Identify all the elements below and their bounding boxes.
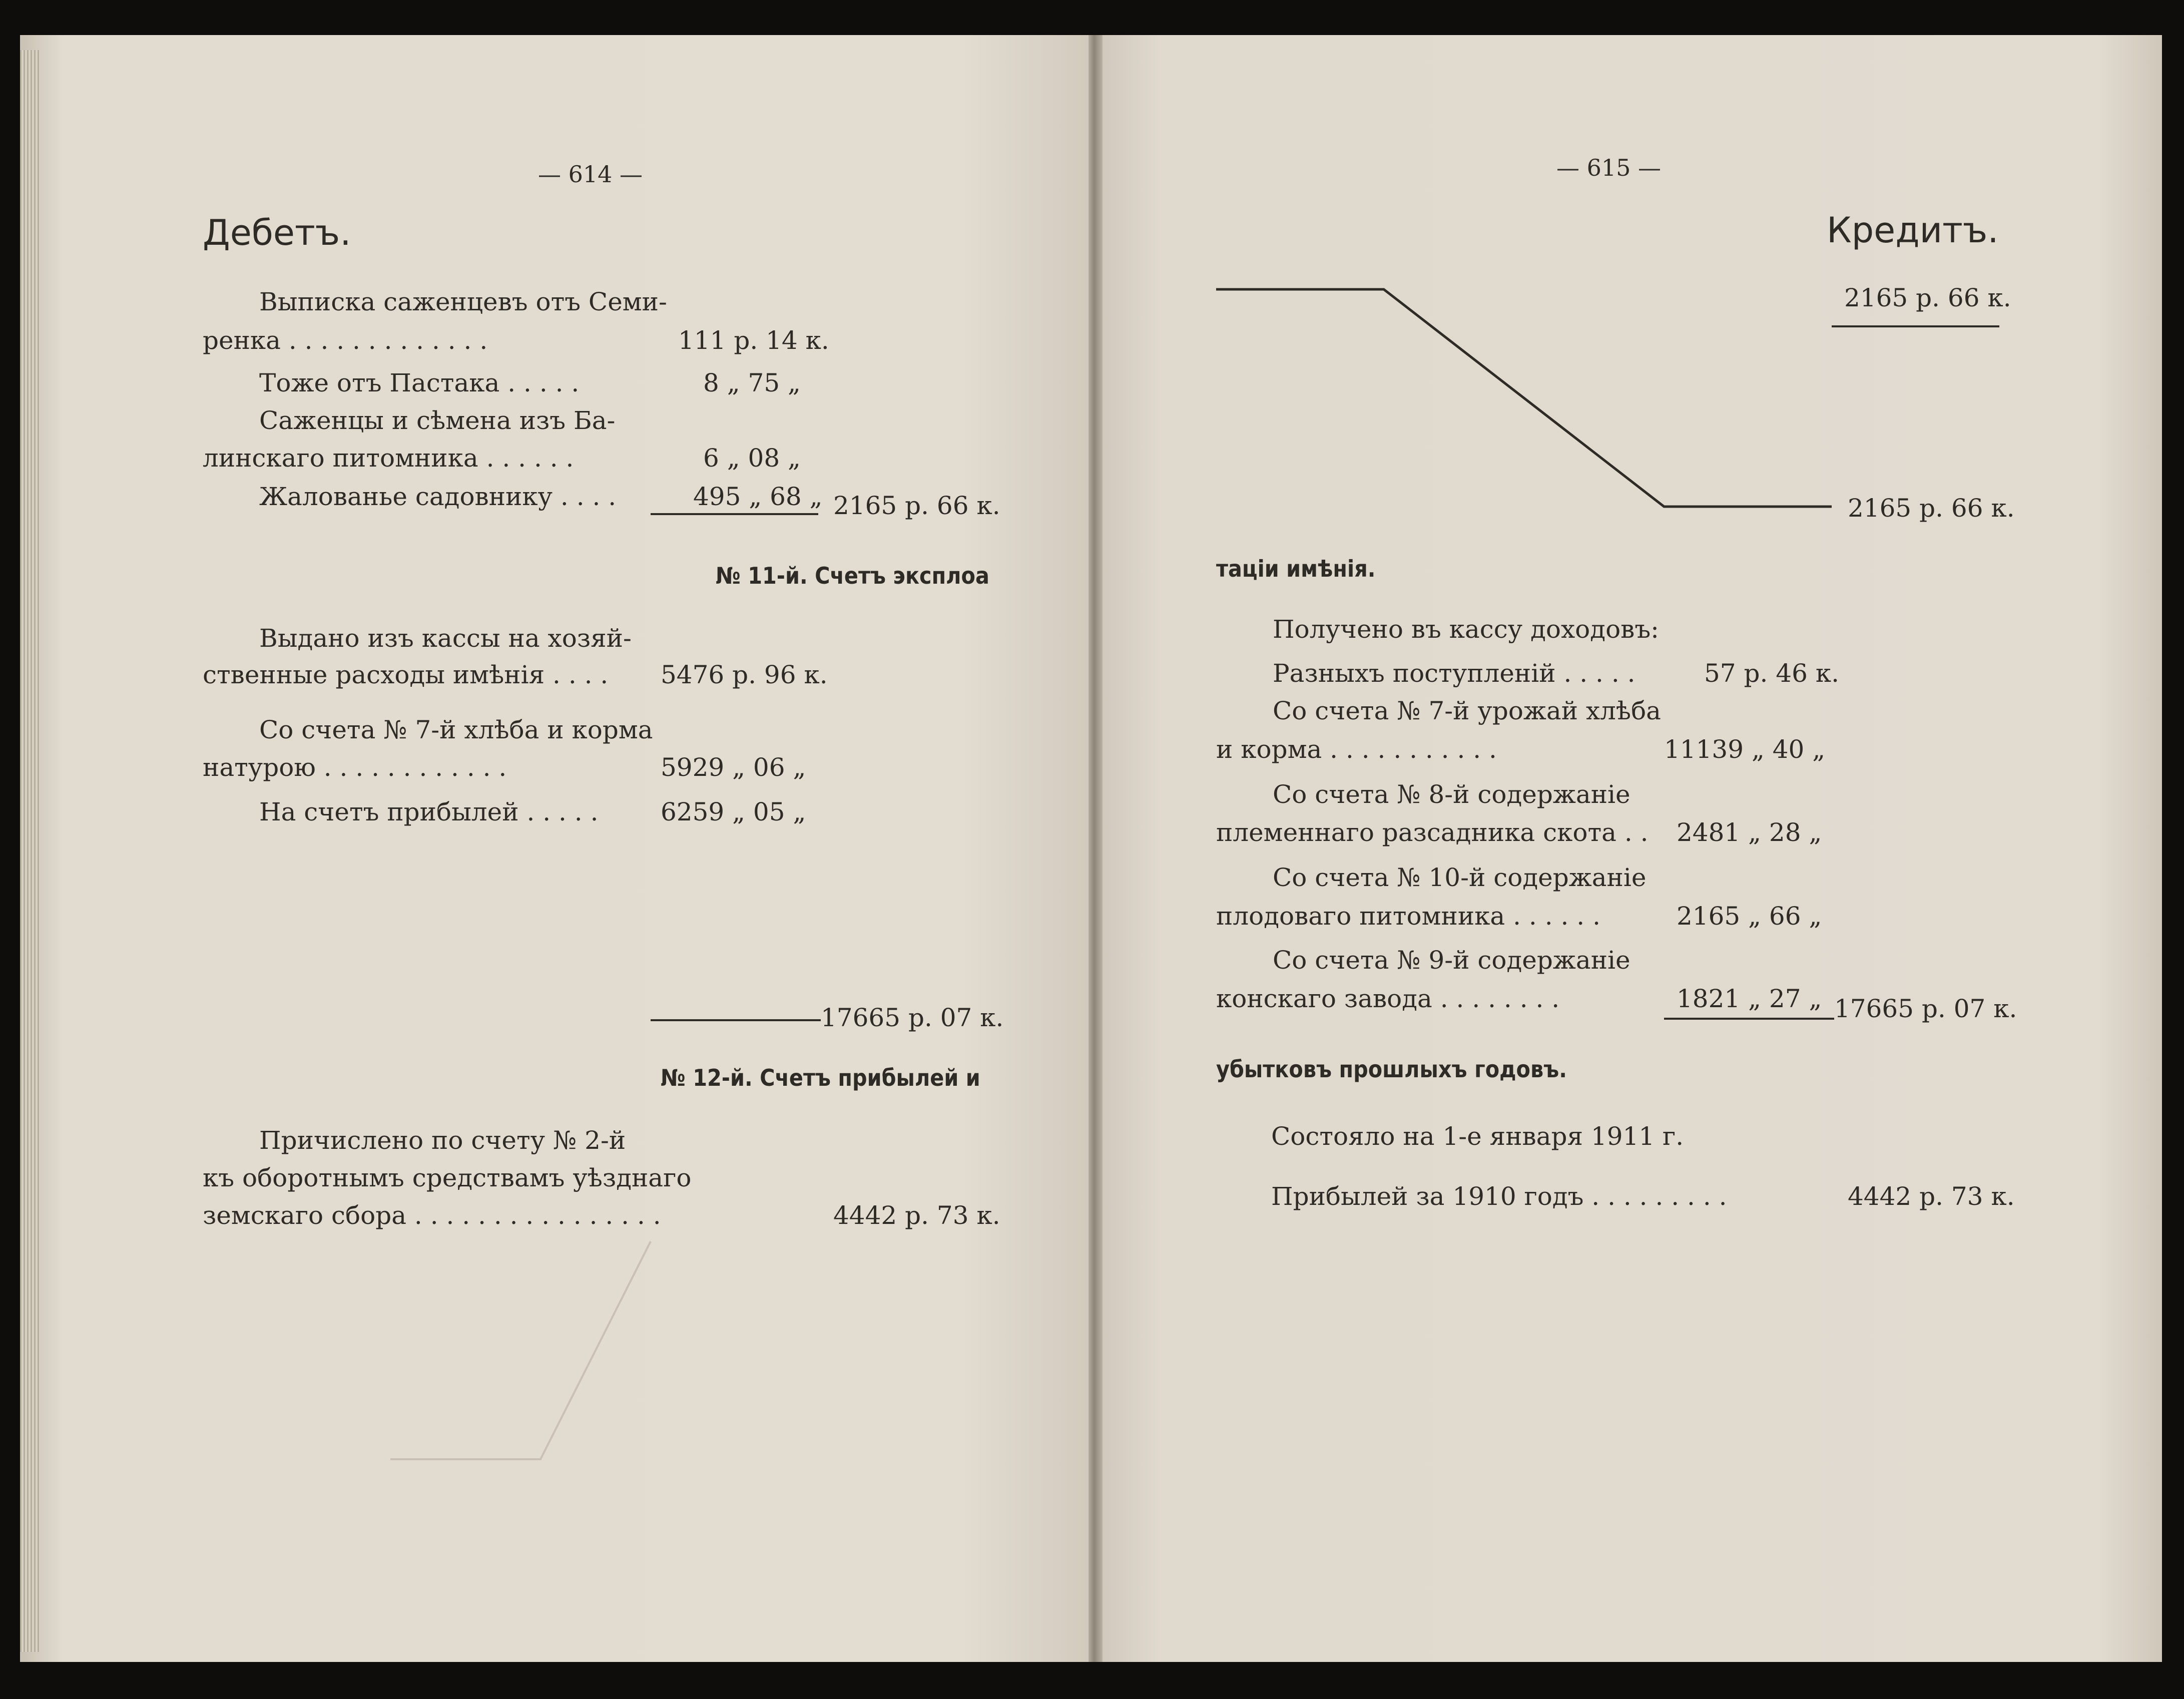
balance-total: 2165 р. 66 к. bbox=[1848, 494, 2015, 523]
entry-amount: 8 „ 75 „ bbox=[703, 368, 801, 397]
entry-amount: 495 „ 68 „ bbox=[693, 482, 823, 511]
entry-text: Тоже отъ Пастака . . . . . bbox=[259, 368, 580, 397]
entry-amount: 6 „ 08 „ bbox=[703, 444, 801, 473]
entry-text: Со счета № 10-й содержаніе bbox=[1273, 863, 1647, 892]
entry-amount: 1821 „ 27 „ bbox=[1677, 984, 1822, 1013]
entry-amount: 4442 р. 73 к. bbox=[833, 1201, 1000, 1230]
entry-amount: 2165 „ 66 „ bbox=[1677, 902, 1822, 931]
entry-amount: 4442 р. 73 к. bbox=[1848, 1182, 2015, 1211]
entry-text: Разныхъ поступленій . . . . . bbox=[1273, 659, 1635, 688]
section-title: № 11-й. Счетъ эксплоа bbox=[716, 562, 989, 589]
section-title-cont: убытковъ прошлыхъ годовъ. bbox=[1216, 1056, 1567, 1083]
entry-amount: 111 р. 14 к. bbox=[678, 326, 829, 355]
entry-amount: 57 р. 46 к. bbox=[1704, 659, 1839, 688]
section-title: № 12-й. Счетъ прибылей и bbox=[661, 1064, 980, 1091]
entry-text: На счетъ прибылей . . . . . bbox=[259, 797, 599, 826]
entry-text: къ оборотнымъ средствамъ уѣзднаго bbox=[203, 1163, 692, 1192]
debit-heading: Дебетъ. bbox=[203, 212, 351, 253]
entry-text: Со счета № 7-й урожай хлѣба bbox=[1273, 696, 1661, 725]
entry-amount: 11139 „ 40 „ bbox=[1664, 735, 1826, 764]
entry-text: и корма . . . . . . . . . . . bbox=[1216, 735, 1497, 764]
entry-amount: 6259 „ 05 „ bbox=[661, 797, 806, 826]
section-total: 17665 р. 07 к. bbox=[1834, 994, 2017, 1023]
page-number-left: — 614 — bbox=[538, 161, 643, 188]
entry-amount: 5476 р. 96 к. bbox=[661, 660, 828, 689]
entry-text: Выдано изъ кассы на хозяй- bbox=[259, 624, 632, 653]
entry-text: Состояло на 1-е января 1911 г. bbox=[1271, 1122, 1684, 1151]
entry-text: плодоваго питомника . . . . . . bbox=[1216, 902, 1600, 931]
entry-text: Жалованье садовнику . . . . bbox=[259, 482, 617, 511]
entry-text: Выписка саженцевъ отъ Семи- bbox=[259, 287, 667, 316]
entry-text: земскаго сбора . . . . . . . . . . . . . . . . bbox=[203, 1201, 661, 1230]
entry-amount: 5929 „ 06 „ bbox=[661, 753, 806, 782]
entry-text: Саженцы и сѣмена изъ Ба- bbox=[259, 406, 616, 435]
sum-rule bbox=[1832, 325, 1999, 327]
carried-total: 2165 р. 66 к. bbox=[1844, 283, 2011, 312]
entry-total: 2165 р. 66 к. bbox=[833, 491, 1000, 520]
entry-text: конскаго завода . . . . . . . . bbox=[1216, 984, 1560, 1013]
sum-rule bbox=[1664, 1018, 1834, 1020]
entry-text: Со счета № 8-й содержаніе bbox=[1273, 780, 1630, 809]
entry-text: натурою . . . . . . . . . . . . bbox=[203, 753, 507, 782]
entry-text: Получено въ кассу доходовъ: bbox=[1273, 615, 1659, 644]
entry-text: ренка . . . . . . . . . . . . . bbox=[203, 326, 488, 355]
entry-text: линскаго питомника . . . . . . bbox=[203, 444, 574, 473]
entry-text: Причислено по счету № 2-й bbox=[259, 1126, 626, 1155]
section-total: 17665 р. 07 к. bbox=[821, 1003, 1004, 1032]
entry-text: Прибылей за 1910 годъ . . . . . . . . . bbox=[1271, 1182, 1727, 1211]
page-number-right: — 615 — bbox=[1556, 154, 1662, 181]
credit-heading: Кредитъ. bbox=[1827, 210, 1999, 251]
entry-text: племеннаго разсадника скота . . bbox=[1216, 818, 1649, 847]
entry-text: ственные расходы имѣнія . . . . bbox=[203, 660, 609, 689]
entry-text: Со счета № 7-й хлѣба и корма bbox=[259, 715, 653, 744]
section-title-cont: таціи имѣнія. bbox=[1216, 555, 1376, 582]
entry-text: Со счета № 9-й содержаніе bbox=[1273, 946, 1630, 975]
entry-amount: 2481 „ 28 „ bbox=[1677, 818, 1822, 847]
